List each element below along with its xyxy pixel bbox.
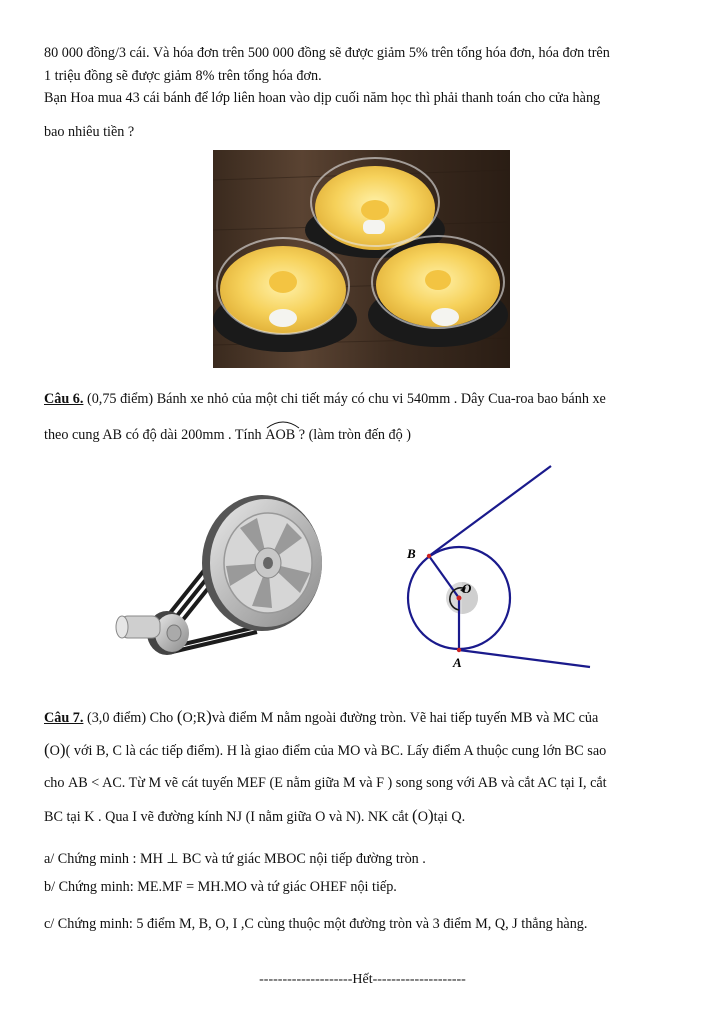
arc-angle [265, 423, 295, 444]
q7-l3-b: . Từ M vẽ cát tuyến MEF (E nằm giữa M và F ) song song với AB và cắt AC tại I, cắt [121, 775, 607, 791]
intro-line-4: bao nhiêu tiền ? [44, 124, 135, 140]
tangent-b [429, 466, 551, 556]
angle-text: AOB [265, 427, 296, 443]
intro-line-2: 1 triệu đồng sẽ được giảm 8% trên tổng hóa đơn. [44, 68, 322, 84]
q6-line-1 [44, 391, 606, 408]
q7-a-rest: và tứ giác MBOC nội tiếp đường tròn . [201, 851, 426, 867]
q7-line-2: (O)( với B, C là các tiếp điểm). H là giao điểm của MO và BC. Lấy điểm A thuộc cung lớn BC sao [44, 740, 607, 759]
q7-part-c: c/ Chứng minh: 5 điểm M, B, O, I ,C cùng thuộc một đường tròn và 3 điểm M, Q, J thẳng hàng. [44, 916, 588, 932]
q7-b-math: ME.MF = MH.MO [137, 879, 247, 895]
circle-o-text: O [49, 743, 60, 759]
cake-photo [213, 150, 510, 368]
circle-o-text-2: O [417, 809, 428, 825]
circle-diagram [396, 460, 596, 675]
q6-line-2-b: ? (làm tròn đến độ ) [295, 427, 411, 443]
q7-l4-a: BC tại K . Qua I vẽ đường kính NJ (I nằm giữa O và N). NK cắt [44, 809, 413, 825]
q7-l4-b: tại Q. [433, 809, 466, 825]
q6-line-2 [44, 423, 411, 444]
q7-part-b [44, 879, 397, 896]
q7-l2-b: ( với B, C là các tiếp điểm). H là giao điểm của MO và BC. Lấy điểm A thuộc cung lớn BC sao [65, 743, 607, 759]
tangent-a [459, 650, 590, 667]
q7-a-prefix: a/ Chứng minh : [44, 851, 140, 867]
radius-ob [429, 556, 459, 598]
q7-l3-a: cho [44, 775, 69, 791]
label-a: A [453, 655, 462, 670]
q6-line-2-a: theo cung AB có độ dài 200mm . Tính [44, 427, 266, 443]
q7-b-rest: và tứ giác OHEF nội tiếp. [246, 879, 397, 895]
q7-part-a [44, 851, 426, 868]
circle-or: O;R [182, 710, 207, 726]
q7-line-4: BC tại K . Qua I vẽ đường kính NJ (I nằm giữa O và N). NK cắt (O)tại Q. [44, 806, 466, 825]
q6-label: Câu 6. [44, 391, 84, 407]
q7-line-1: Câu 7. (3,0 điểm) Cho (O;R)và điểm M nằm ngoài đường tròn. Vẽ hai tiếp tuyến MB và MC của [44, 707, 599, 726]
intro-line-3: Bạn Hoa mua 43 cái bánh để lớp liên hoan vào dịp cuối năm học thì phải thanh toán cho cửa hàng [44, 90, 601, 106]
label-o: O [462, 581, 472, 596]
q7-a-math: MH ⊥ BC [139, 851, 202, 867]
footer-end: --------------------Hết-------------------- [259, 972, 466, 987]
q6-line-1-text: (0,75 điểm) Bánh xe nhỏ của một chi tiết máy có chu vi 540mm . Dây Cua-roa bao bánh xe [83, 391, 606, 407]
q7-l1-b: và điểm M nằm ngoài đường tròn. Vẽ hai tiếp tuyến MB và MC của [211, 710, 599, 726]
intro-line-1: 80 000 đồng/3 cái. Và hóa đơn trên 500 000 đồng sẽ được giảm 5% trên tổng hóa đơn, hóa đơn trên [44, 45, 610, 61]
arc-mark-icon [265, 419, 301, 429]
q7-label: Câu 7. [44, 710, 84, 726]
q7-line-3 [44, 775, 607, 792]
q7-b-prefix: b/ Chứng minh: [44, 879, 138, 895]
label-b: B [407, 546, 416, 561]
pulley-illustration [112, 478, 330, 660]
q7-l1-a: (3,0 điểm) Cho [83, 710, 177, 726]
q7-l3-math: AB < AC [68, 775, 122, 791]
